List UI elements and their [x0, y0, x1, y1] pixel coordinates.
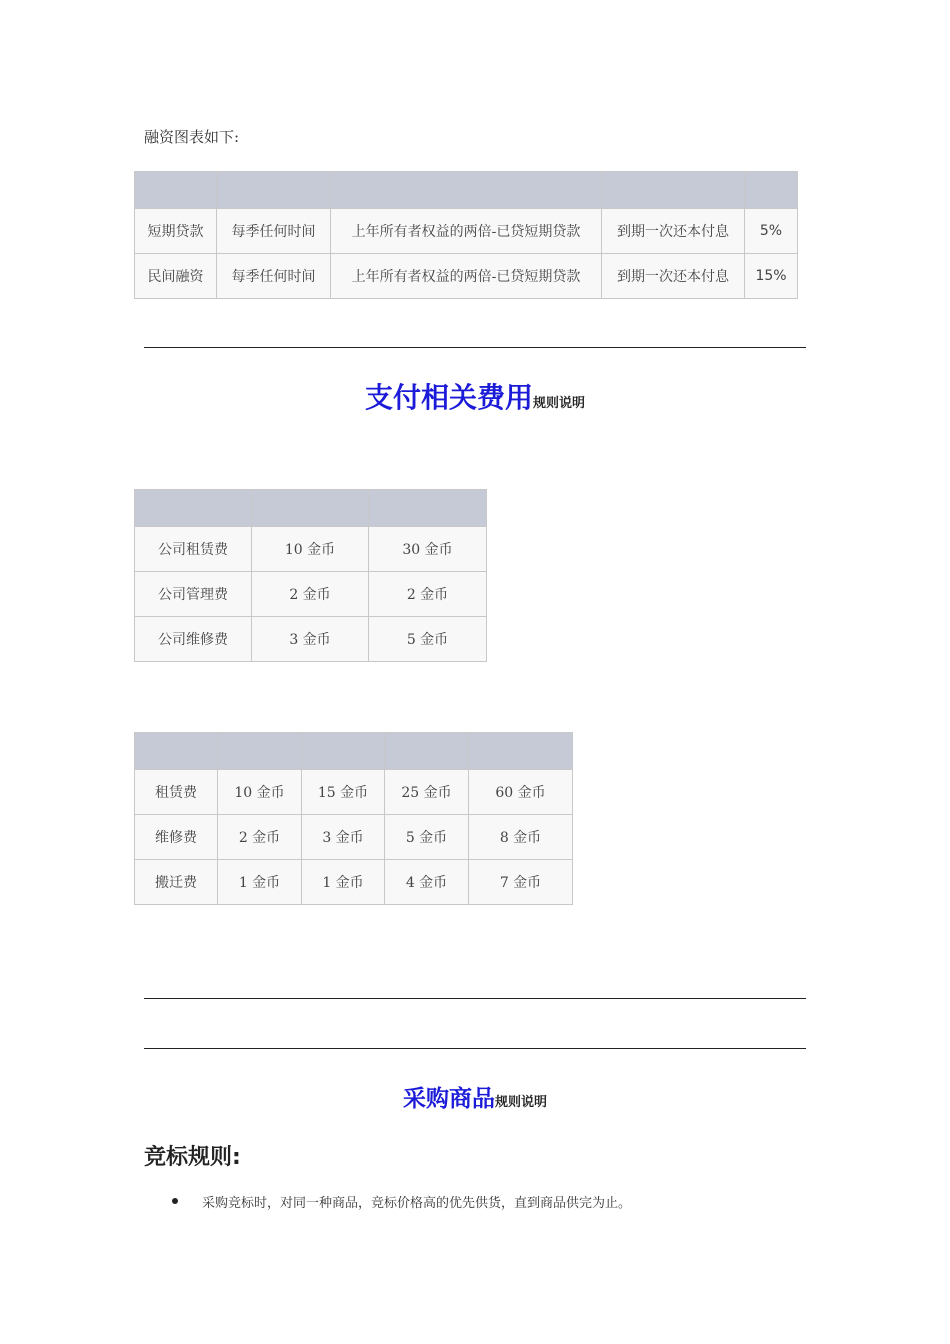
- table-cell: 上年所有者权益的两倍-已贷短期贷款: [331, 254, 602, 299]
- table-cell: 5 金币: [385, 815, 469, 860]
- section-suffix: 规则说明: [494, 1095, 547, 1110]
- header-cell: [135, 490, 252, 527]
- table-cell: 搬迁费: [135, 860, 218, 905]
- table-cell: 租赁费: [135, 770, 218, 815]
- table-cell: 公司租赁费: [135, 527, 252, 572]
- table-header-row: [135, 172, 798, 209]
- table-cell: 30 金币: [369, 527, 487, 572]
- intro-text: 融资图表如下:: [144, 128, 240, 146]
- table-cell: 公司管理费: [135, 572, 252, 617]
- table-row: [135, 254, 798, 299]
- table-cell: 10 金币: [218, 770, 302, 815]
- divider: [144, 1048, 806, 1049]
- bullet-icon: [172, 1198, 178, 1204]
- header-cell: [135, 172, 217, 209]
- bidding-rules-list: [172, 1192, 631, 1211]
- table-header-row: [135, 490, 487, 527]
- table-cell: 公司维修费: [135, 617, 252, 662]
- divider: [144, 998, 806, 999]
- table-row: [135, 572, 487, 617]
- table-cell: 4 金币: [385, 860, 469, 905]
- table-row: [135, 209, 798, 254]
- table-cell: 25 金币: [385, 770, 469, 815]
- header-cell: [218, 733, 302, 770]
- table-cell: 上年所有者权益的两倍-已贷短期贷款: [331, 209, 602, 254]
- header-cell: [469, 733, 573, 770]
- header-cell: [331, 172, 602, 209]
- table-cell: 到期一次还本付息: [602, 254, 745, 299]
- table-cell: 7 金币: [469, 860, 573, 905]
- section-heading: [0, 1080, 950, 1113]
- table-cell: 维修费: [135, 815, 218, 860]
- table-cell: 10 金币: [252, 527, 369, 572]
- bidding-rules-heading: 竞标规则:: [144, 1145, 241, 1170]
- table-cell: 2 金币: [369, 572, 487, 617]
- header-cell: [369, 490, 487, 527]
- table-header-row: [135, 733, 573, 770]
- table-cell: 2 金币: [252, 572, 369, 617]
- table-cell: 3 金币: [302, 815, 385, 860]
- header-cell: [602, 172, 745, 209]
- table-cell: 到期一次还本付息: [602, 209, 745, 254]
- table-cell: 15 金币: [302, 770, 385, 815]
- divider: [144, 347, 806, 348]
- table-cell: 每季任何时间: [217, 209, 331, 254]
- table-row: [135, 815, 573, 860]
- table-cell: 5%: [745, 209, 798, 254]
- table-row: [135, 617, 487, 662]
- section-title: 采购商品: [402, 1086, 495, 1112]
- list-item: [172, 1192, 631, 1211]
- company-fee-table: [134, 489, 487, 662]
- table-cell: 1 金币: [218, 860, 302, 905]
- table-cell: 5 金币: [369, 617, 487, 662]
- table-row: [135, 527, 487, 572]
- table-cell: 60 金币: [469, 770, 573, 815]
- header-cell: [302, 733, 385, 770]
- table-cell: 2 金币: [218, 815, 302, 860]
- table-cell: 8 金币: [469, 815, 573, 860]
- section-title: 支付相关费用: [364, 381, 533, 414]
- table-cell: 每季任何时间: [217, 254, 331, 299]
- header-cell: [252, 490, 369, 527]
- table-cell: 短期贷款: [135, 209, 217, 254]
- section-heading: [0, 376, 950, 416]
- table-cell: 3 金币: [252, 617, 369, 662]
- table-cell: 民间融资: [135, 254, 217, 299]
- header-cell: [135, 733, 218, 770]
- table-row: [135, 860, 573, 905]
- section-suffix: 规则说明: [533, 396, 586, 411]
- header-cell: [745, 172, 798, 209]
- table-cell: 15%: [745, 254, 798, 299]
- fee-table: [134, 732, 573, 905]
- table-cell: 1 金币: [302, 860, 385, 905]
- header-cell: [385, 733, 469, 770]
- header-cell: [217, 172, 331, 209]
- finance-table: [134, 171, 798, 299]
- list-item-text: 采购竞标时，对同一种商品，竞标价格高的优先供货，直到商品供完为止。: [202, 1196, 632, 1211]
- table-row: [135, 770, 573, 815]
